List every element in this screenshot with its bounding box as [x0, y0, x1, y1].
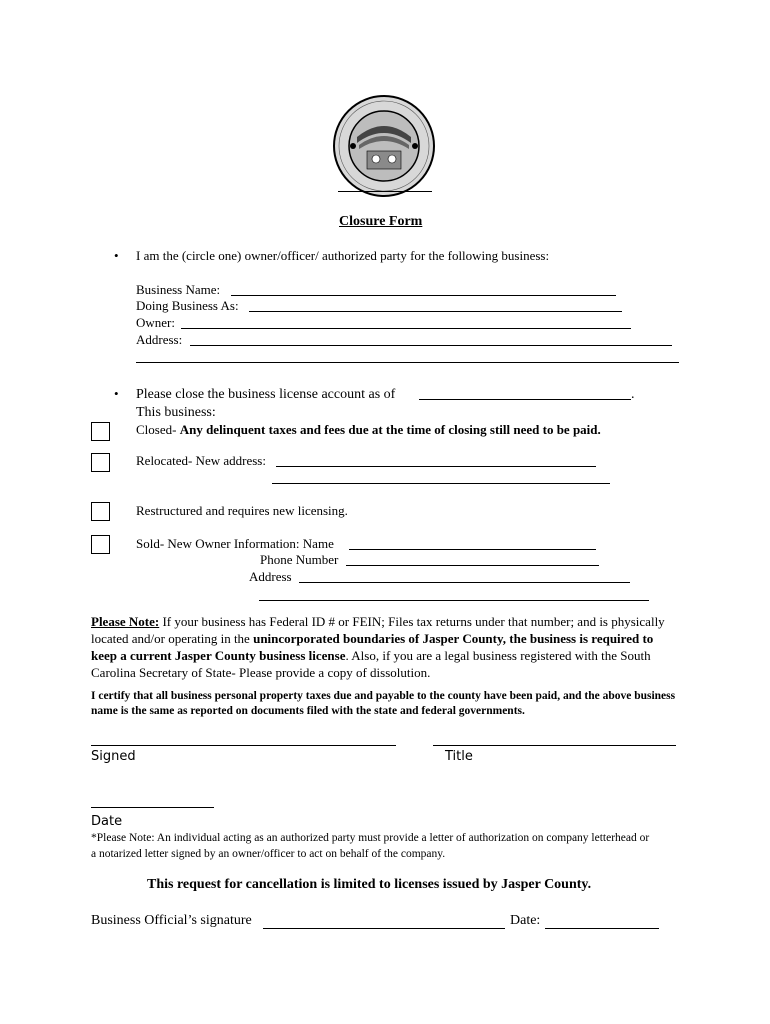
relocated-label: Relocated- New address: — [136, 453, 266, 468]
signed-line[interactable] — [91, 745, 396, 746]
new-owner-address-field-1[interactable] — [299, 582, 630, 583]
closed-label: Closed- — [136, 422, 177, 437]
note-text-2: . Also, if you are a legal business registered with the South Carolina Secretary of State- Please provide a copy of dissolution. — [91, 648, 651, 680]
relocated-address-field-1[interactable] — [276, 466, 596, 467]
closed-checkbox[interactable] — [91, 422, 110, 441]
official-date-field[interactable] — [545, 928, 659, 929]
new-owner-address-label: Address — [249, 569, 292, 584]
note-text-1: If your business has Federal ID # or FEIN; Files tax returns under that number; and is physically located and/or operating in the — [91, 614, 665, 646]
business-name-field[interactable] — [231, 295, 616, 296]
sold-checkbox[interactable] — [91, 535, 110, 554]
form-title: Closure Form — [339, 214, 423, 229]
owner-label: Owner: — [136, 315, 175, 330]
certification-statement: I certify that all business personal property taxes due and payable to the county have been paid, and the above business name is the same as reported on documents filed with the state and federal governments. — [91, 690, 676, 717]
sold-label: Sold- New Owner Information: Name — [136, 536, 334, 551]
dba-field[interactable] — [249, 311, 622, 312]
title-label: Title — [445, 749, 473, 764]
this-business-label: This business: — [136, 405, 216, 420]
address-field-1[interactable] — [190, 345, 672, 346]
authorization-footnote: *Please Note: An individual acting as an authorized party must provide a letter of authorization on company letterhead or a notarized letter signed by an owner/officer to act on behalf of the company. — [91, 832, 650, 860]
county-seal — [331, 93, 437, 199]
business-name-label: Business Name: — [136, 282, 221, 297]
date-label: Date — [91, 814, 123, 829]
title-line[interactable] — [433, 745, 676, 746]
address-label: Address: — [136, 332, 183, 347]
signed-label: Signed — [91, 749, 136, 764]
closed-option — [136, 422, 601, 438]
close-prefix: Please close the business license account as of — [136, 387, 396, 402]
close-date-field[interactable] — [419, 399, 631, 400]
new-owner-address-field-2[interactable] — [259, 600, 649, 601]
relocated-checkbox[interactable] — [91, 453, 110, 472]
close-suffix: . — [631, 387, 635, 402]
new-owner-name-field[interactable] — [349, 549, 596, 550]
restructured-checkbox[interactable] — [91, 502, 110, 521]
phone-label: Phone Number — [260, 552, 339, 567]
address-field-2[interactable] — [136, 362, 679, 363]
please-note-label: Please Note: — [91, 614, 160, 629]
date-line[interactable] — [91, 807, 214, 808]
dba-label: Doing Business As: — [136, 298, 239, 313]
official-signature-label: Business Official’s signature — [91, 913, 252, 928]
relocated-address-field-2[interactable] — [272, 483, 610, 484]
close-account-statement — [136, 386, 395, 403]
seal-underline — [338, 191, 432, 192]
official-signature-field[interactable] — [263, 928, 505, 929]
seal-image — [331, 93, 437, 199]
official-date-label: Date: — [510, 913, 541, 928]
cancellation-limit-statement: This request for cancellation is limited to licenses issued by Jasper County. — [147, 877, 592, 892]
ownership-statement: I am the (circle one) owner/officer/ authorized party for the following business: — [136, 248, 550, 263]
bullet-1: • — [114, 248, 119, 263]
restructured-label: Restructured and requires new licensing. — [136, 503, 348, 518]
please-note-paragraph — [91, 613, 681, 681]
closed-warning: Any delinquent taxes and fees due at the time of closing still need to be paid. — [179, 422, 601, 437]
owner-field[interactable] — [181, 328, 631, 329]
new-owner-phone-field[interactable] — [346, 565, 599, 566]
note-bold-text: unincorporated boundaries of Jasper County, the business is required to keep a current Jasper County business license — [91, 631, 654, 663]
bullet-2: • — [114, 386, 119, 401]
